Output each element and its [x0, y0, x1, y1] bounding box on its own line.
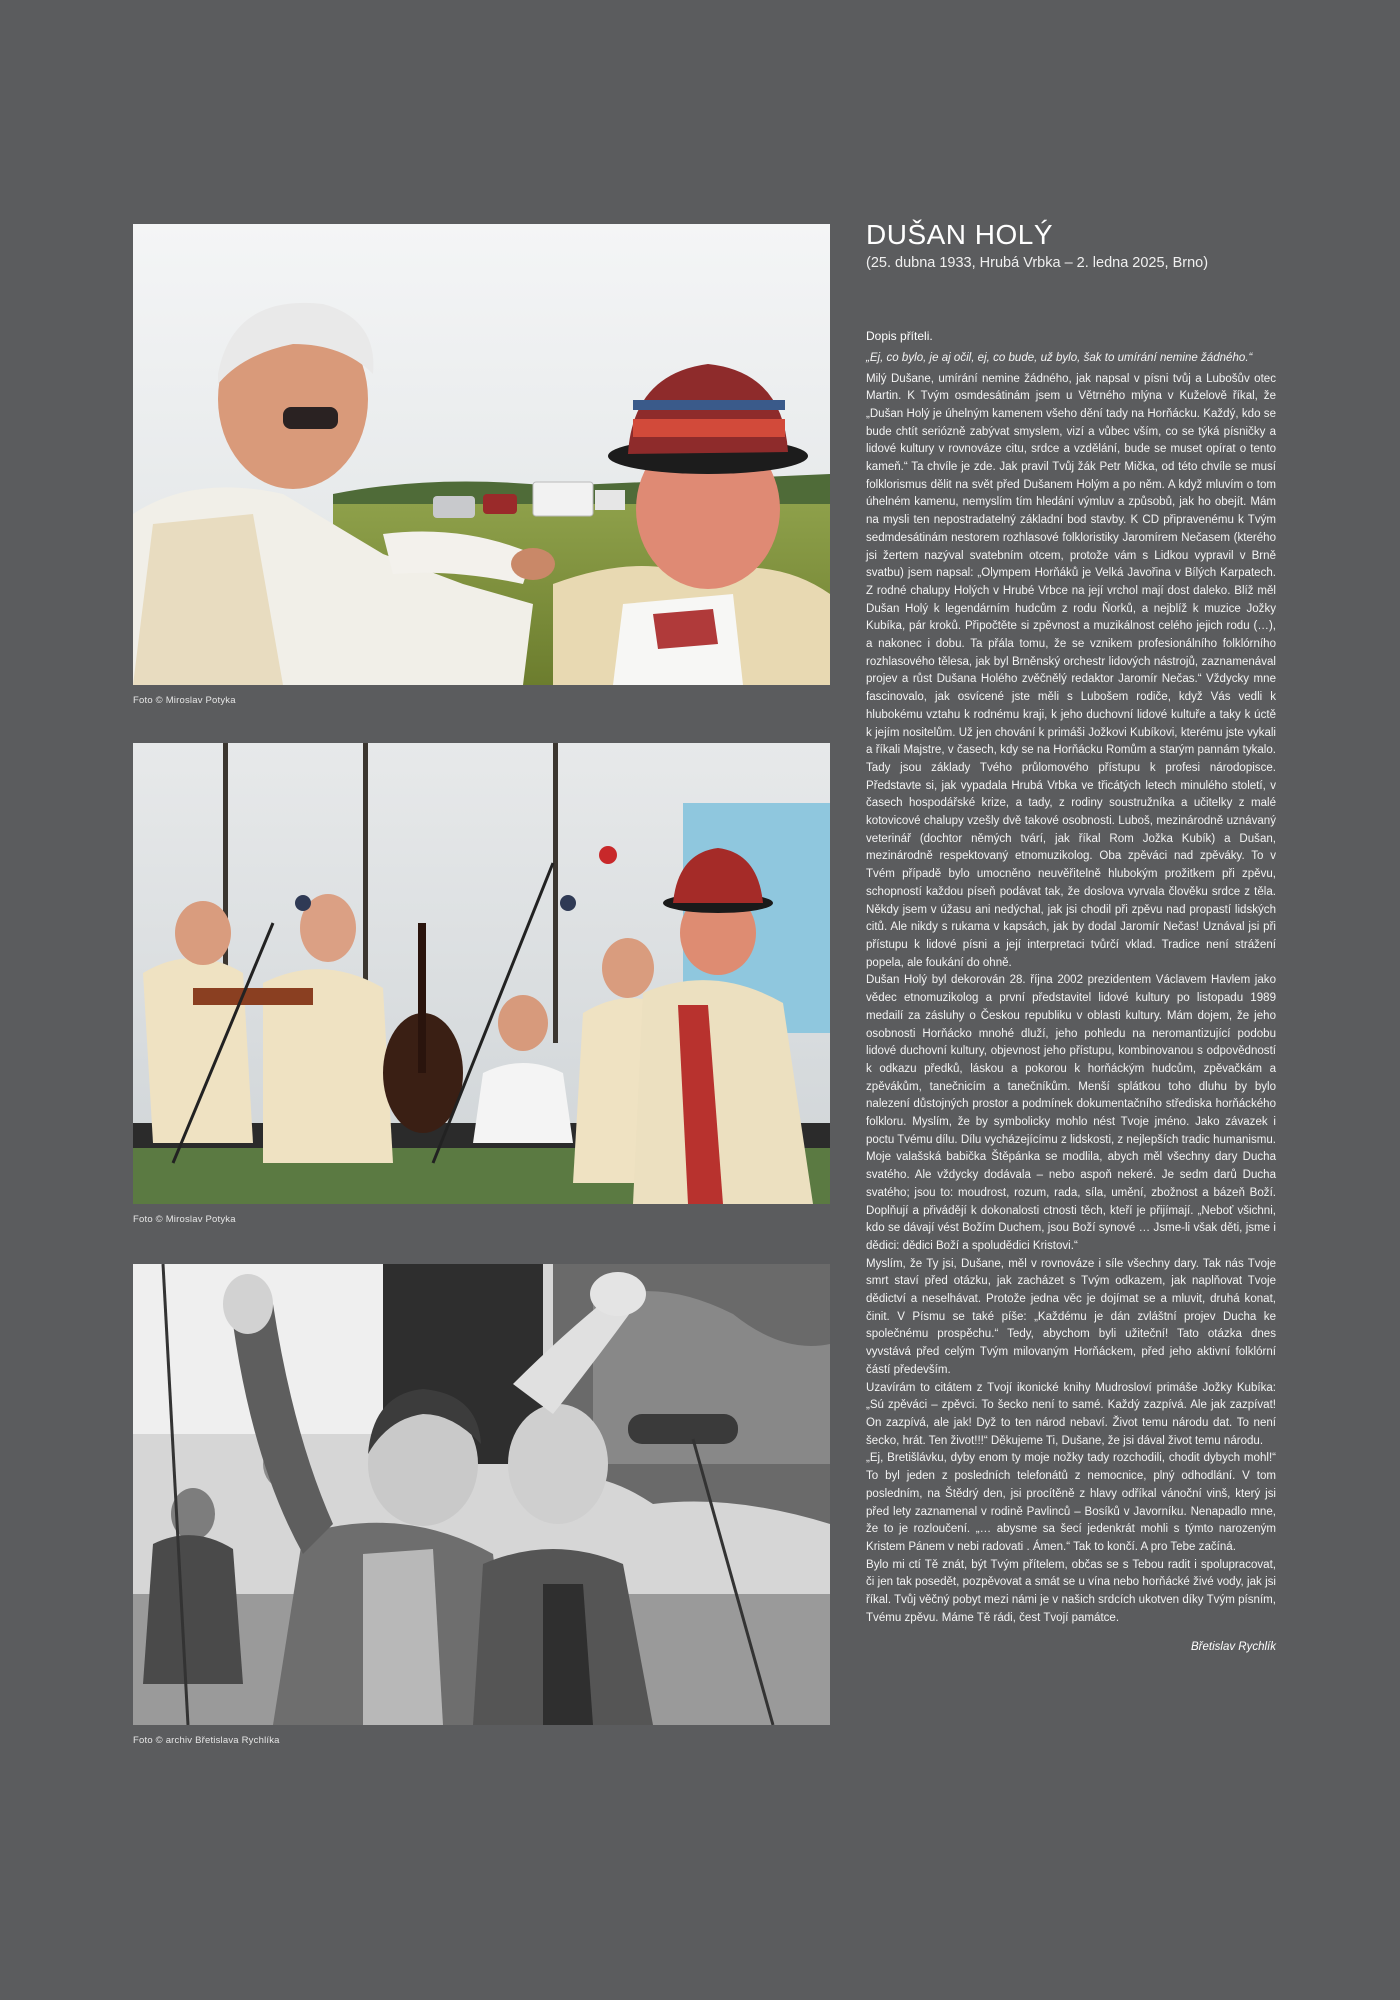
- paragraph-3: Myslím, že Ty jsi, Dušane, měl v rovnováze i síle všechny dary. Tak nás Tvoje smrt staví před otázku, jak zacházet s Tvým odkazem, jak naplňovat Tvoje dědictví a neselhávat. Protože jedna věc je dojímat se a mluvit, druhá konat, činit. V Písmu se také píše: „Každému je dán zvláštní projev Ducha ke společnému prospěchu.“ Tedy, abychom byli užiteční! Tato otázka dnes vyvstává před celým Tvým milovaným Horňáckem, před jeho aktivní folklórní částí především.: [866, 1257, 1276, 1376]
- opening-quote: „Ej, co bylo, je aj očil, ej, co bude, už bylo, šak to umírání nemine žádného.“: [866, 351, 1253, 364]
- article-subtitle: (25. dubna 1933, Hrubá Vrbka – 2. ledna 2025, Brno): [866, 254, 1209, 271]
- paragraph-2: Dušan Holý byl dekorován 28. října 2002 prezidentem Václavem Havlem jako vědec etnomuzikolog a první představitel lidové kultury po listopadu 1989 medailí za zásluhy o Českou republiku v oblasti kultury. Mám dojem, že jeho osobnosti Horňácko mnohé dluží, jeho pohledu na neromantizující podobu lidové duchovní kultury, objevnost jeho přístupu, kombinovanou s odpovědností k odkazu předků, láskou a pokorou k horňáckým hudcům, zpěvačkám a zpěvákům, tanečnicím a tanečníkům. Menší splátkou toho dluhu by bylo nalezení důstojných prostor a podmínek dokumentačního střediska horňáckého folkloru. Myslím, že by symbolicky mohlo nést Tvoje jméno. Jako závazek i poctu Tvému dílu. Dílu vycházejícímu z lidskosti, z nejlepších tradic humanismu. Moje valašská babička Štěpánka se modlila, abych měl všechny dary Ducha svatého. Ale vždycky dodávala – nebo aspoň nekeré. Je sedm darů Ducha svatého; jsou to: moudrost, rozum, rada, síla, umění, zbožnost a bázeň Boží. Doplňují a přivádějí k dokonalosti ctnosti těch, kteří je přijímají. „Neboť všichni, kdo se dávají vést Božím Duchem, jsou Boží synové … Jsme-li však děti, jsme i dědici: dědici Boží a spoludědici Kristovi.“: [866, 974, 1276, 1252]
- article-column: [866, 220, 1276, 1653]
- photo-caption-1: Foto © Miroslav Potyka: [133, 695, 236, 706]
- photo-ceremony: [133, 224, 830, 685]
- paragraph-5: „Ej, Bretišlávku, dyby enom ty moje nožky tady rozchodili, chodit dybych mohl!“ To byl jeden z posledních telefonátů z nemocnice, plný odhodlání. V tom posledním, na Štědrý den, jsi procítěně z hlavy odříkal vánoční vinš, který jsi před lety zaznamenal v rodině Pavlinců – Bosíků v Javorníku. Nenapadlo mne, že to je rozloučení. „… abysme sa šecí jedenkrát mohli s týmto narozeným Kristem Pánem v nebi radovati . Ámen.“ Tak to končí. A pro Tebe začíná.: [866, 1452, 1276, 1553]
- article-title: DUŠAN HOLÝ: [866, 219, 1054, 250]
- paragraph-6: Bylo mi ctí Tě znát, být Tvým přítelem, občas se s Tebou radit i spolupracovat, či jen tak posedět, pozpěvovat a smát se u vína nebo horňácké živé vody, jak jsi říkal. Tvůj věčný pobyt mezi námi je v našich srdcích ukotven díky Tvým písním, Tvému zpěvu. Máme Tě rádi, čest Tvojí památce.: [866, 1558, 1276, 1624]
- letter-salutation: Dopis příteli.: [866, 328, 933, 343]
- photo-caption-2: Foto © Miroslav Potyka: [133, 1214, 236, 1225]
- author-signature: Břetislav Rychlík: [1191, 1641, 1276, 1654]
- photo-archive-singers: [133, 1264, 830, 1725]
- photo-block-2: [133, 743, 830, 1225]
- photo-block-1: [133, 224, 830, 706]
- photo-caption-3: Foto © archiv Břetislava Rychlíka: [133, 1735, 280, 1746]
- paragraph-4: Uzavírám to citátem z Tvojí ikonické knihy Mudrosloví primáše Jožky Kubíka: „Sú zpěváci – zpěvci. To šecko není to samé. Každý zazpívá. Ale jak zazpívat! On zazpívá, ale jak! Dyž to ten národ nebaví. Život temu národu dat. To není šecko, hrát. Ten život!!!“ Děkujeme Ti, Dušane, že jsi dával život temu národu.: [866, 1381, 1276, 1447]
- paragraph-1: Milý Dušane, umírání nemine žádného, jak napsal v písni tvůj a Lubošův otec Martin. K Tvým osmdesátinám jsem u Větrného mlýna v Kuželově říkal, že „Dušan Holý je úhelným kamenem všeho dění tady na Horňácku. Každý, kdo se bude chtít seriózně zabývat smyslem, vizí a vůbec vším, co se týká písničky a lidové kultury v rovnováze citu, srdce a vzdělání, bude se muset opírat o tento kameň.“ Ta chvíle je zde. Jak pravil Tvůj žák Petr Mička, od této chvíle se musí folklorismus dělit na svět před Dušanem Holým a po něm. A když mluvím o tom úhelném kamenu, nemyslím tím hledání výmluv a způsobů, jak ho obejít. Mám na mysli ten nepostradatelný základní bod stavby. K CD připravenému k Tvým sedmdesátinám nestorem rozhlasové folkloristiky Jaromírem Nečasem (kterého jsi žertem nazýval svatebním otcem, protože vám s Lidkou vypravil v Brně svatbu) jsem napsal: „Olympem Horňáků je Velká Javořina v Bílých Karpatech. Z rodné chalupy Holých v Hrubé Vrbce na její vrchol mají dost daleko. Blíž měl Dušan Holý k legendárním hudcům z rodu Ňorků, a nejblíž k muzice Jožky Kubíka, pár kroků. Připočtěte si zpěvnost a muzikálnost celého jejich rodu (…), a nakonec i dobu. Ta přála tomu, že se vznikem profesionálního folklórního rozhlasového tělesa, jak byl Brněnský orchestr lidových nástrojů, zaznamenával projev a růst Dušana Holého zvěčnělý redaktor Jaromír Nečas.“ Vždycky mne fascinovalo, jak osvícené jste měli s Lubošem rodiče, když Vás vedli k hlubokému vztahu k rodnému kraji, k jeho duchovní lidové kultuře a taky k úctě k jejím nositelům. Už jen chování k primáši Jožkovi Kubíkovi, kterému jste vykali a říkali Majstre, v časech, kdy se na Horňácku Romům a starým pannám tykalo. Tady jsou základy Tvého průlomového přístupu k profesi národopisce. Představte si, jak vypadala Hrubá Vrbka ve třicátých letech minulého století, v časech hospodářské krize, a tady, z rodiny soustružníka a učitelky z malé kotovicové chalupy vzešly dvě takové osobnosti. Luboš, mezinárodně uznávaný veterinář (dochtor němých tvárí, jak říkal Rom Jožka Kubík) a Dušan, mezinárodně respektovaný etnomuzikolog. Oba zpěváci nad zpěváky. To v Tvém případě bylo umocněno neuvěřitelně hlubokým prožitkem při zpěvu, schopností každou píseň podávat tak, že doslova vyrvala člověku srdce z těla. Někdy jsem v úžasu ani nedýchal, jak jsi chodil při zpěvu nad propastí lidských citů. Ale nikdy s rukama v kapsách, jak by dodal Jaromír Nečas! Uznával jsi při přístupu k lidové písni a její interpretaci tvůrčí vklad. Tradice není strážení popela, ale foukání do ohně.: [866, 372, 1276, 969]
- photo-performance: [133, 743, 830, 1204]
- article-body: [866, 350, 1276, 1628]
- photo-block-3: [133, 1264, 830, 1746]
